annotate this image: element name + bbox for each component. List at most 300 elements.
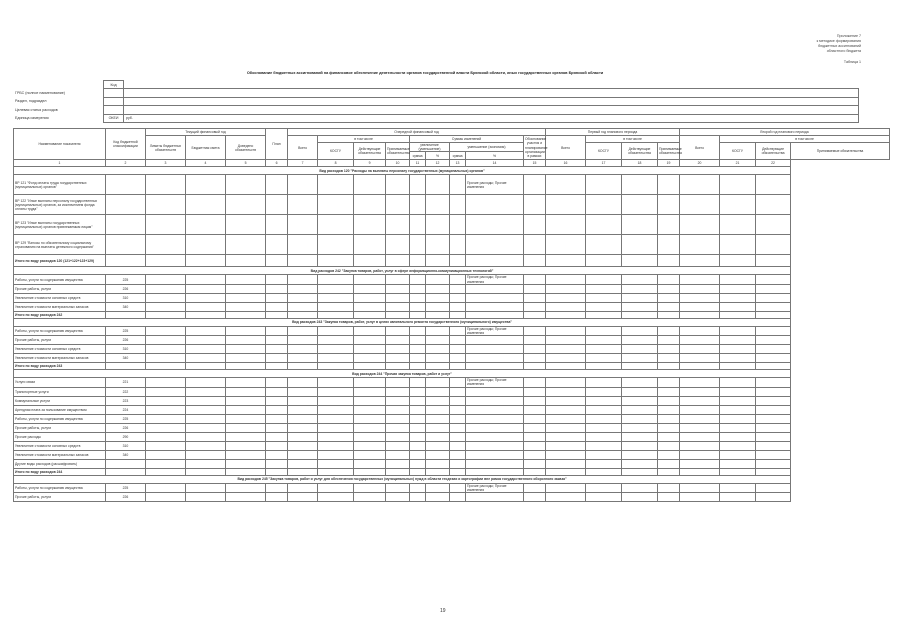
value-cell[interactable] [720, 175, 756, 195]
value-cell[interactable] [524, 354, 546, 363]
value-cell[interactable] [658, 175, 680, 195]
value-cell[interactable] [680, 378, 720, 387]
value-cell[interactable] [720, 450, 756, 459]
value-cell[interactable] [756, 311, 791, 318]
row-note[interactable] [466, 432, 524, 441]
value-cell[interactable] [386, 195, 410, 215]
row-note[interactable] [466, 387, 524, 396]
value-cell[interactable] [586, 175, 622, 195]
value-cell[interactable] [622, 468, 658, 475]
row-note[interactable]: Прочие расходы; Прочие изменения [466, 275, 524, 284]
value-cell[interactable] [186, 396, 226, 405]
value-cell[interactable] [266, 215, 288, 235]
value-cell[interactable] [146, 195, 186, 215]
row-note[interactable] [466, 354, 524, 363]
value-cell[interactable] [186, 302, 226, 311]
value-cell[interactable] [622, 311, 658, 318]
value-cell[interactable] [720, 414, 756, 423]
value-cell[interactable] [680, 450, 720, 459]
value-cell[interactable] [720, 354, 756, 363]
value-cell[interactable] [106, 468, 146, 475]
value-cell[interactable] [586, 441, 622, 450]
value-cell[interactable] [266, 459, 288, 468]
value-cell[interactable] [354, 345, 386, 354]
value-cell[interactable] [622, 423, 658, 432]
value-cell[interactable] [546, 326, 586, 335]
value-cell[interactable] [386, 354, 410, 363]
info-value[interactable] [124, 97, 859, 105]
value-cell[interactable] [226, 363, 266, 370]
value-cell[interactable] [756, 432, 791, 441]
value-cell[interactable] [586, 326, 622, 335]
value-cell[interactable] [226, 354, 266, 363]
value-cell[interactable] [586, 195, 622, 215]
value-cell[interactable] [226, 293, 266, 302]
value-cell[interactable] [450, 215, 466, 235]
value-cell[interactable] [318, 459, 354, 468]
value-cell[interactable] [658, 378, 680, 387]
value-cell[interactable] [450, 483, 466, 492]
value-cell[interactable] [288, 414, 318, 423]
value-cell[interactable] [386, 345, 410, 354]
value-cell[interactable] [266, 311, 288, 318]
value-cell[interactable] [658, 275, 680, 284]
value-cell[interactable] [426, 235, 450, 255]
value-cell[interactable] [146, 302, 186, 311]
value-cell[interactable] [450, 432, 466, 441]
value-cell[interactable] [680, 215, 720, 235]
value-cell[interactable] [410, 302, 426, 311]
value-cell[interactable] [586, 459, 622, 468]
value-cell[interactable] [524, 255, 546, 267]
value-cell[interactable] [450, 275, 466, 284]
value-cell[interactable] [658, 195, 680, 215]
value-cell[interactable] [146, 293, 186, 302]
value-cell[interactable] [266, 405, 288, 414]
value-cell[interactable] [426, 293, 450, 302]
value-cell[interactable] [266, 284, 288, 293]
row-note[interactable] [466, 345, 524, 354]
value-cell[interactable] [146, 336, 186, 345]
value-cell[interactable] [586, 423, 622, 432]
value-cell[interactable] [386, 459, 410, 468]
value-cell[interactable] [658, 468, 680, 475]
value-cell[interactable] [426, 450, 450, 459]
value-cell[interactable] [186, 414, 226, 423]
value-cell[interactable] [186, 345, 226, 354]
value-cell[interactable] [266, 235, 288, 255]
value-cell[interactable] [386, 255, 410, 267]
value-cell[interactable] [354, 396, 386, 405]
value-cell[interactable] [450, 284, 466, 293]
value-cell[interactable] [266, 483, 288, 492]
value-cell[interactable] [622, 441, 658, 450]
value-cell[interactable] [586, 336, 622, 345]
value-cell[interactable] [680, 275, 720, 284]
value-cell[interactable] [658, 255, 680, 267]
value-cell[interactable] [450, 378, 466, 387]
value-cell[interactable] [586, 284, 622, 293]
value-cell[interactable] [622, 378, 658, 387]
value-cell[interactable] [318, 255, 354, 267]
value-cell[interactable] [426, 468, 450, 475]
info-value[interactable]: руб. [124, 114, 859, 122]
value-cell[interactable] [524, 387, 546, 396]
row-note[interactable] [466, 459, 524, 468]
value-cell[interactable] [186, 326, 226, 335]
value-cell[interactable] [450, 175, 466, 195]
value-cell[interactable] [186, 175, 226, 195]
value-cell[interactable] [226, 195, 266, 215]
value-cell[interactable] [546, 483, 586, 492]
value-cell[interactable] [226, 311, 266, 318]
value-cell[interactable] [318, 423, 354, 432]
row-note[interactable]: Прочие расходы; Прочие изменения [466, 378, 524, 387]
value-cell[interactable] [186, 195, 226, 215]
value-cell[interactable] [410, 284, 426, 293]
value-cell[interactable] [680, 293, 720, 302]
value-cell[interactable] [386, 336, 410, 345]
value-cell[interactable] [622, 450, 658, 459]
value-cell[interactable] [720, 468, 756, 475]
value-cell[interactable] [680, 414, 720, 423]
value-cell[interactable] [354, 450, 386, 459]
value-cell[interactable] [586, 255, 622, 267]
value-cell[interactable] [680, 235, 720, 255]
value-cell[interactable] [680, 345, 720, 354]
value-cell[interactable] [266, 432, 288, 441]
row-note[interactable] [466, 441, 524, 450]
value-cell[interactable] [146, 255, 186, 267]
value-cell[interactable] [146, 275, 186, 284]
value-cell[interactable] [466, 255, 524, 267]
value-cell[interactable] [226, 396, 266, 405]
value-cell[interactable] [680, 432, 720, 441]
value-cell[interactable] [658, 302, 680, 311]
value-cell[interactable] [524, 175, 546, 195]
value-cell[interactable] [226, 378, 266, 387]
value-cell[interactable] [546, 311, 586, 318]
row-note[interactable] [466, 293, 524, 302]
value-cell[interactable] [386, 493, 410, 502]
value-cell[interactable] [426, 441, 450, 450]
value-cell[interactable] [450, 396, 466, 405]
value-cell[interactable] [288, 215, 318, 235]
value-cell[interactable] [266, 423, 288, 432]
value-cell[interactable] [106, 255, 146, 267]
value-cell[interactable] [386, 175, 410, 195]
value-cell[interactable] [288, 450, 318, 459]
value-cell[interactable] [756, 175, 791, 195]
value-cell[interactable] [288, 293, 318, 302]
value-cell[interactable] [426, 336, 450, 345]
value-cell[interactable] [226, 441, 266, 450]
value-cell[interactable] [318, 387, 354, 396]
row-note[interactable] [466, 423, 524, 432]
value-cell[interactable] [426, 396, 450, 405]
value-cell[interactable] [720, 284, 756, 293]
value-cell[interactable] [146, 311, 186, 318]
value-cell[interactable] [226, 468, 266, 475]
row-note[interactable] [466, 284, 524, 293]
value-cell[interactable] [318, 441, 354, 450]
value-cell[interactable] [146, 450, 186, 459]
value-cell[interactable] [586, 363, 622, 370]
value-cell[interactable] [546, 255, 586, 267]
value-cell[interactable] [266, 336, 288, 345]
value-cell[interactable] [426, 284, 450, 293]
value-cell[interactable] [622, 275, 658, 284]
value-cell[interactable] [288, 483, 318, 492]
value-cell[interactable] [354, 468, 386, 475]
value-cell[interactable] [658, 235, 680, 255]
value-cell[interactable] [410, 396, 426, 405]
value-cell[interactable] [386, 215, 410, 235]
value-cell[interactable] [266, 414, 288, 423]
value-cell[interactable] [410, 235, 426, 255]
value-cell[interactable] [524, 450, 546, 459]
value-cell[interactable] [354, 354, 386, 363]
value-cell[interactable] [186, 293, 226, 302]
value-cell[interactable] [658, 311, 680, 318]
value-cell[interactable] [586, 235, 622, 255]
row-note[interactable] [466, 396, 524, 405]
value-cell[interactable] [318, 284, 354, 293]
value-cell[interactable] [288, 345, 318, 354]
value-cell[interactable] [658, 414, 680, 423]
value-cell[interactable] [450, 345, 466, 354]
value-cell[interactable] [524, 493, 546, 502]
value-cell[interactable] [680, 302, 720, 311]
value-cell[interactable] [266, 387, 288, 396]
value-cell[interactable] [288, 302, 318, 311]
value-cell[interactable] [586, 215, 622, 235]
value-cell[interactable] [680, 387, 720, 396]
value-cell[interactable] [386, 432, 410, 441]
value-cell[interactable] [720, 195, 756, 215]
value-cell[interactable] [146, 215, 186, 235]
value-cell[interactable] [658, 363, 680, 370]
row-note[interactable]: Прочие расходы; Прочие изменения [466, 326, 524, 335]
value-cell[interactable] [720, 275, 756, 284]
value-cell[interactable] [756, 326, 791, 335]
value-cell[interactable] [318, 175, 354, 195]
info-value[interactable] [124, 89, 859, 97]
info-value[interactable] [124, 106, 859, 114]
value-cell[interactable] [186, 275, 226, 284]
value-cell[interactable] [720, 336, 756, 345]
value-cell[interactable] [266, 441, 288, 450]
value-cell[interactable] [622, 195, 658, 215]
value-cell[interactable] [680, 493, 720, 502]
value-cell[interactable] [106, 363, 146, 370]
value-cell[interactable] [226, 175, 266, 195]
row-note[interactable]: Прочие расходы; Прочие изменения [466, 483, 524, 492]
value-cell[interactable] [410, 336, 426, 345]
value-cell[interactable] [386, 284, 410, 293]
info-code[interactable] [104, 97, 124, 105]
value-cell[interactable] [450, 336, 466, 345]
value-cell[interactable] [226, 302, 266, 311]
value-cell[interactable] [586, 414, 622, 423]
value-cell[interactable] [318, 345, 354, 354]
value-cell[interactable] [226, 405, 266, 414]
value-cell[interactable] [318, 354, 354, 363]
value-cell[interactable] [426, 195, 450, 215]
value-cell[interactable] [756, 493, 791, 502]
value-cell[interactable] [354, 483, 386, 492]
value-cell[interactable] [524, 195, 546, 215]
value-cell[interactable] [288, 311, 318, 318]
value-cell[interactable] [658, 441, 680, 450]
value-cell[interactable] [546, 396, 586, 405]
value-cell[interactable] [622, 405, 658, 414]
value-cell[interactable] [288, 432, 318, 441]
value-cell[interactable] [288, 387, 318, 396]
value-cell[interactable] [354, 336, 386, 345]
value-cell[interactable] [354, 302, 386, 311]
value-cell[interactable] [266, 255, 288, 267]
value-cell[interactable] [450, 423, 466, 432]
row-note[interactable] [466, 405, 524, 414]
value-cell[interactable] [266, 468, 288, 475]
value-cell[interactable] [586, 387, 622, 396]
value-cell[interactable] [426, 326, 450, 335]
value-cell[interactable] [756, 468, 791, 475]
value-cell[interactable] [186, 432, 226, 441]
value-cell[interactable] [586, 450, 622, 459]
value-cell[interactable] [318, 326, 354, 335]
value-cell[interactable] [450, 387, 466, 396]
value-cell[interactable] [720, 441, 756, 450]
value-cell[interactable] [386, 414, 410, 423]
value-cell[interactable] [410, 326, 426, 335]
value-cell[interactable] [450, 354, 466, 363]
value-cell[interactable] [318, 378, 354, 387]
value-cell[interactable] [386, 275, 410, 284]
value-cell[interactable] [386, 302, 410, 311]
value-cell[interactable] [354, 215, 386, 235]
value-cell[interactable] [226, 414, 266, 423]
value-cell[interactable] [524, 293, 546, 302]
value-cell[interactable] [756, 302, 791, 311]
value-cell[interactable] [524, 284, 546, 293]
value-cell[interactable] [288, 284, 318, 293]
value-cell[interactable] [318, 483, 354, 492]
value-cell[interactable] [386, 423, 410, 432]
value-cell[interactable] [586, 483, 622, 492]
value-cell[interactable] [546, 215, 586, 235]
value-cell[interactable] [622, 396, 658, 405]
value-cell[interactable] [524, 483, 546, 492]
value-cell[interactable] [622, 459, 658, 468]
value-cell[interactable] [680, 363, 720, 370]
value-cell[interactable] [386, 378, 410, 387]
value-cell[interactable] [720, 493, 756, 502]
value-cell[interactable] [466, 468, 524, 475]
value-cell[interactable] [658, 459, 680, 468]
value-cell[interactable] [622, 284, 658, 293]
value-cell[interactable] [720, 311, 756, 318]
value-cell[interactable] [546, 423, 586, 432]
value-cell[interactable] [386, 311, 410, 318]
value-cell[interactable] [524, 336, 546, 345]
value-cell[interactable] [756, 215, 791, 235]
value-cell[interactable] [680, 405, 720, 414]
value-cell[interactable] [720, 363, 756, 370]
value-cell[interactable] [186, 311, 226, 318]
value-cell[interactable] [386, 235, 410, 255]
value-cell[interactable] [756, 450, 791, 459]
value-cell[interactable] [146, 459, 186, 468]
value-cell[interactable] [756, 255, 791, 267]
value-cell[interactable] [226, 255, 266, 267]
value-cell[interactable] [410, 378, 426, 387]
value-cell[interactable] [546, 450, 586, 459]
value-cell[interactable] [680, 423, 720, 432]
value-cell[interactable] [146, 284, 186, 293]
value-cell[interactable] [186, 387, 226, 396]
value-cell[interactable] [680, 396, 720, 405]
value-cell[interactable] [658, 345, 680, 354]
value-cell[interactable] [756, 336, 791, 345]
value-cell[interactable] [622, 175, 658, 195]
value-cell[interactable] [426, 354, 450, 363]
value-cell[interactable] [354, 284, 386, 293]
value-cell[interactable] [426, 405, 450, 414]
value-cell[interactable] [586, 405, 622, 414]
value-cell[interactable] [288, 459, 318, 468]
value-cell[interactable] [720, 302, 756, 311]
value-cell[interactable] [226, 345, 266, 354]
value-cell[interactable] [426, 275, 450, 284]
value-cell[interactable] [524, 235, 546, 255]
value-cell[interactable] [622, 493, 658, 502]
value-cell[interactable] [586, 493, 622, 502]
value-cell[interactable] [146, 441, 186, 450]
value-cell[interactable] [426, 493, 450, 502]
value-cell[interactable] [146, 405, 186, 414]
value-cell[interactable] [386, 293, 410, 302]
row-note[interactable] [466, 336, 524, 345]
value-cell[interactable] [756, 235, 791, 255]
value-cell[interactable] [622, 255, 658, 267]
value-cell[interactable] [546, 284, 586, 293]
value-cell[interactable] [546, 293, 586, 302]
value-cell[interactable] [450, 235, 466, 255]
value-cell[interactable] [622, 336, 658, 345]
value-cell[interactable] [450, 326, 466, 335]
value-cell[interactable] [756, 354, 791, 363]
value-cell[interactable] [450, 459, 466, 468]
value-cell[interactable] [586, 396, 622, 405]
value-cell[interactable] [226, 336, 266, 345]
value-cell[interactable] [524, 423, 546, 432]
value-cell[interactable] [756, 363, 791, 370]
value-cell[interactable] [410, 459, 426, 468]
value-cell[interactable] [386, 441, 410, 450]
value-cell[interactable] [546, 387, 586, 396]
value-cell[interactable] [354, 255, 386, 267]
value-cell[interactable] [146, 493, 186, 502]
value-cell[interactable] [146, 396, 186, 405]
value-cell[interactable] [756, 378, 791, 387]
value-cell[interactable] [410, 493, 426, 502]
value-cell[interactable] [546, 195, 586, 215]
value-cell[interactable] [524, 363, 546, 370]
value-cell[interactable] [524, 432, 546, 441]
info-code[interactable] [104, 89, 124, 97]
